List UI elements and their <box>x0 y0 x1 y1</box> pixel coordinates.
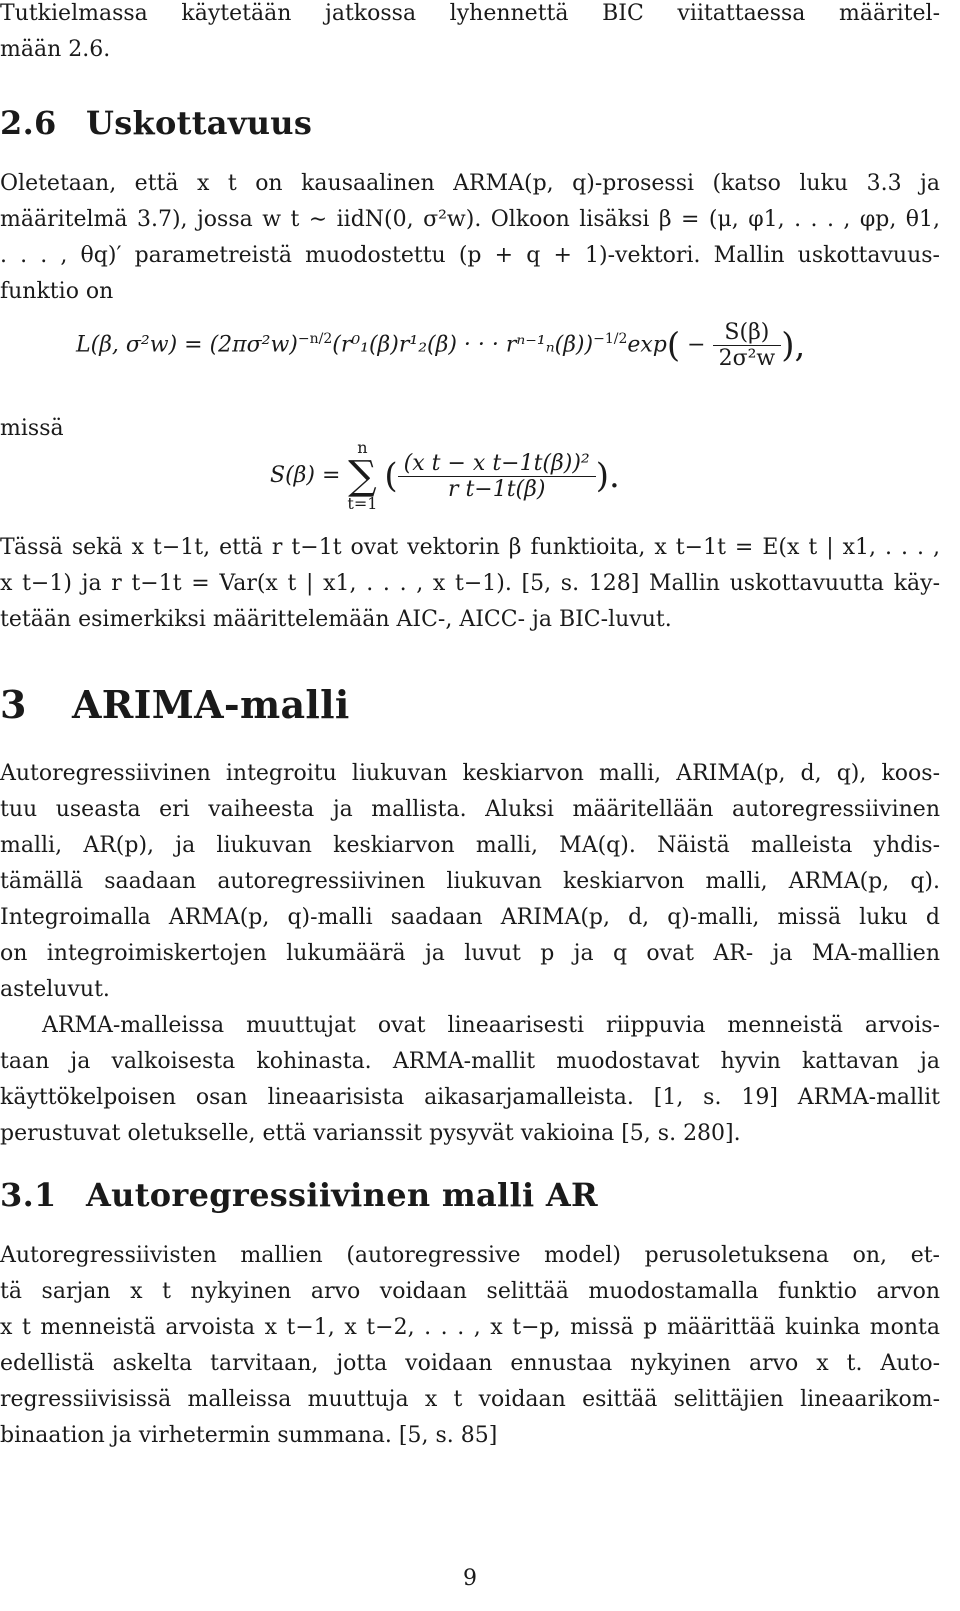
text-line: Oletetaan, että x t on kausaalinen ARMA(p, q)-prosessi (katso luku 3.3 ja <box>0 171 940 196</box>
text-line: Integroimalla ARMA(p, q)-malli saadaan ARIMA(p, d, q)-malli, missä luku d <box>0 905 940 930</box>
text-line: funktio on <box>0 279 114 304</box>
text-line: tämällä saadaan autoregressiivinen liukuvan keskiarvon malli, ARMA(p, q). <box>0 869 940 894</box>
intro-paragraph <box>0 0 940 68</box>
text-line: ARMA-malleissa muuttujat ovat lineaarisesti riippuvia menneistä arvois- <box>42 1013 940 1038</box>
sum-equation: S(β) = n ∑ t=1 ( $\frac{\text{(x t − x t−1t(β))²}}{\text{r t−1t(β)}}$ ). <box>270 438 620 513</box>
text-line: Tutkielmassa käytetään jatkossa lyhennettä BIC viitattaessa määritel- <box>0 1 940 26</box>
fraction-denominator: 2σ²w <box>718 346 776 371</box>
fraction-denominator: r t−1t(β) <box>447 476 546 502</box>
section-heading <box>0 104 312 142</box>
section-number: 3.1 <box>0 1176 57 1214</box>
section-paragraph <box>0 1008 940 1152</box>
text-line: Autoregressiivinen integroitu liukuvan keskiarvon malli, ARIMA(p, d, q), koos- <box>0 761 940 786</box>
text-line: . . . , θq)′ parametreistä muodostettu (p + q + 1)-vektori. Mallin uskottavuus- <box>0 243 940 268</box>
section-paragraph <box>0 166 940 310</box>
fraction-numerator: S(β) <box>713 320 782 346</box>
equation-exponent: −1/2 <box>593 331 628 348</box>
text-line: käyttökelpoisen osan lineaarisista aikasarjamalleista. [1, s. 19] ARMA-mallit <box>0 1085 940 1110</box>
likelihood-equation: L(β, $\sigma^2w) = (2\pi\sigma^2w)^{-n/2}(r^0_1(\beta)r^1_2(\beta)$ · · · rⁿ⁻¹ₙ(β))$^{-1/2}$exp( − $\frac{S(\beta)}{\text{2σ²w}}$ ), <box>76 320 806 371</box>
text-line: Tässä sekä x t−1t, että r t−1t ovat vektorin β funktioita, x t−1t = E(x t | x1, . . . , <box>0 535 940 560</box>
equation-fraction <box>398 451 596 502</box>
text-line: x t menneistä arvoista x t−1, x t−2, . . . , x t−p, missä p määrittää kuinka monta <box>0 1315 940 1340</box>
chapter-number: 3 <box>0 682 27 727</box>
text-line: mään 2.6. <box>0 37 111 62</box>
where-label: missä <box>0 416 64 441</box>
text-line: asteluvut. <box>0 977 110 1002</box>
text-line: taan ja valkoisesta kohinasta. ARMA-mallit muodostavat hyvin kattavan ja <box>0 1049 940 1074</box>
section-paragraph <box>0 756 940 1008</box>
equation-lhs: S(β) = <box>270 463 341 488</box>
chapter-heading <box>0 682 350 727</box>
text-line: määritelmä 3.7), jossa w t ∼ iidN(0, σ²w). Olkoon lisäksi β = (μ, φ1, . . . , φp, θ1, <box>0 207 940 232</box>
text-line: tetään esimerkiksi määrittelemään AIC-, AICC- ja BIC-luvut. <box>0 607 672 632</box>
equation-lhs: L(β, σ²w) = (2πσ²w) <box>76 332 298 358</box>
equation-exponent: −n/2 <box>297 331 333 348</box>
chapter-title: ARIMA-malli <box>72 682 350 727</box>
equation-product: (r⁰₁(β)r¹₂(β) · · · rⁿ⁻¹ₙ(β)) <box>332 332 594 358</box>
text-line: perustuvat oletukselle, että varianssit pysyvät vakioina [5, s. 280]. <box>0 1121 741 1146</box>
equation-fraction <box>713 320 782 371</box>
equation-tail: ), <box>781 325 806 366</box>
text-line: on integroimiskertojen lukumäärä ja luvut p ja q ovat AR- ja MA-mallien <box>0 941 940 966</box>
section-number: 2.6 <box>0 104 57 142</box>
sum-lower-limit: t=1 <box>347 494 378 513</box>
text-line: Autoregressiivisten mallien (autoregressive model) perusoletuksena on, et- <box>0 1243 940 1268</box>
text-line: binaation ja virhetermin summana. [5, s. 85] <box>0 1423 498 1448</box>
section-paragraph <box>0 530 940 638</box>
sum-upper-limit: n <box>357 438 368 457</box>
equation-tail: ). <box>595 456 620 496</box>
section-heading <box>0 1176 598 1214</box>
summation-sign: n ∑ t=1 <box>347 438 378 513</box>
text-line: edellistä askelta tarvitaan, jotta voidaan ennustaa nykyinen arvo x t. Auto- <box>0 1351 940 1376</box>
text-line: tuu useasta eri vaiheesta ja mallista. Aluksi määritellään autoregressiivinen <box>0 797 940 822</box>
equation-exp: exp <box>627 332 667 358</box>
fraction-numerator: (x t − x t−1t(β))² <box>398 451 596 477</box>
text-line: tä sarjan x t nykyinen arvo voidaan selittää muodostamalla funktio arvon <box>0 1279 940 1304</box>
text-line: malli, AR(p), ja liukuvan keskiarvon malli, MA(q). Näistä malleista yhdis- <box>0 833 940 858</box>
section-paragraph <box>0 1238 940 1454</box>
page-number: 9 <box>463 1566 477 1591</box>
text-line: regressiivisissä malleissa muuttuja x t voidaan esittää selittäjien lineaarikom- <box>0 1387 940 1412</box>
section-title: Uskottavuus <box>86 104 313 142</box>
text-line: x t−1) ja r t−1t = Var(x t | x1, . . . , x t−1). [5, s. 128] Mallin uskottavuutta käy- <box>0 571 940 596</box>
section-title: Autoregressiivinen malli AR <box>86 1176 598 1214</box>
